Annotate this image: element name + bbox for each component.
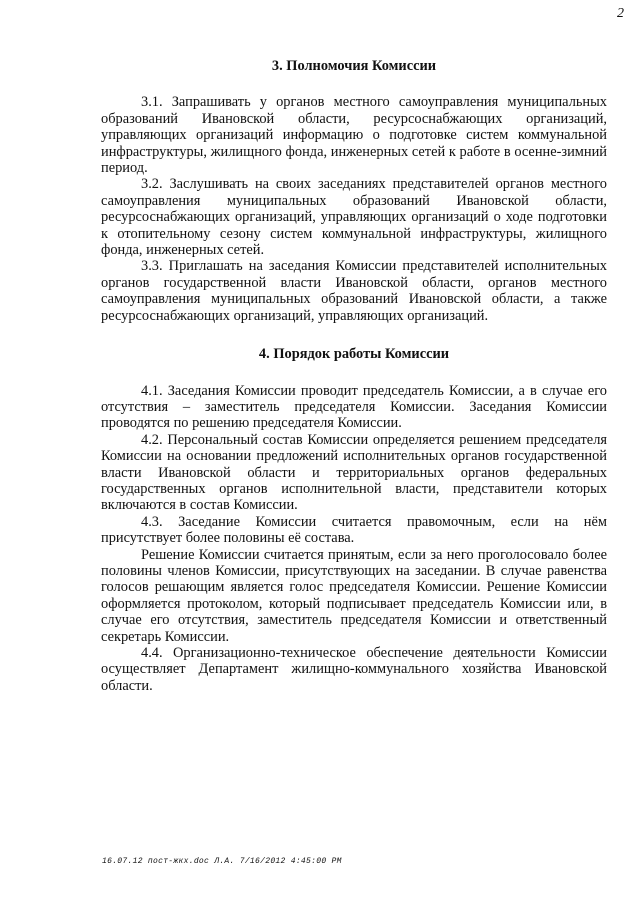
document-footer: 16.07.12 пост-жкх.doc Л.А. 7/16/2012 4:45:00 PM bbox=[102, 857, 342, 866]
page-number: 2 bbox=[617, 6, 624, 21]
paragraph-4-3-decision: Решение Комиссии считается принятым, если за него проголосовало более половины членов Комиссии, присутствующих на заседании. В случае равенства голосов решающим является голос председателя Комиссии. Решение Комиссии оформляется протоколом, который подписывает председатель Комиссии или, в случае его отсутствия, заместитель председателя Комиссии и ответственный секретарь Комиссии. bbox=[101, 546, 607, 645]
paragraph-3-2: 3.2. Заслушивать на своих заседаниях представителей органов местного самоуправления муниципальных образований Ивановской области, ресурсоснабжающих организаций, управляющих организаций о ходе подготовки к отопительному сезону систем коммунальной инфраструктуры, жилищного фонда, инженерных сетей. bbox=[101, 176, 607, 259]
paragraph-4-1: 4.1. Заседания Комиссии проводит председатель Комиссии, а в случае его отсутствия – заместитель председателя Комиссии. Заседания Комиссии проводятся по решению председателя Комиссии. bbox=[101, 382, 607, 432]
section-4-title: 4. Порядок работы Комиссии bbox=[258, 346, 450, 363]
paragraph-3-3: 3.3. Приглашать на заседания Комиссии представителей исполнительных органов государственной власти Ивановской области, органов местного самоуправления муниципальных образований Ивановской области, а также ресурсоснабжающих организаций, управляющих организаций. bbox=[101, 258, 607, 324]
paragraph-4-3: 4.3. Заседание Комиссии считается правомочным, если на нём присутствует более половины её состава. bbox=[101, 513, 607, 547]
section-3-title: 3. Полномочия Комиссии bbox=[271, 58, 437, 74]
paragraph-3-1: 3.1. Запрашивать у органов местного самоуправления муниципальных образований Ивановской области, ресурсоснабжающих организаций, управляющих организаций информацию о подготовке систем коммунальной инфраструктуры, жилищного фонда, инженерных сетей к работе в осенне-зимний период. bbox=[101, 94, 607, 177]
document-body bbox=[101, 58, 607, 694]
paragraph-4-4: 4.4. Организационно-техническое обеспечение деятельности Комиссии осуществляет Департамент жилищно-коммунального хозяйства Ивановской области. bbox=[101, 645, 607, 694]
paragraph-4-2: 4.2. Персональный состав Комиссии определяется решением председателя Комиссии на основании предложений исполнительных органов государственной власти Ивановской области и территориальных органов федеральных государственных органов исполнительной власти, представители которых включаются в состав Комиссии. bbox=[101, 431, 607, 514]
